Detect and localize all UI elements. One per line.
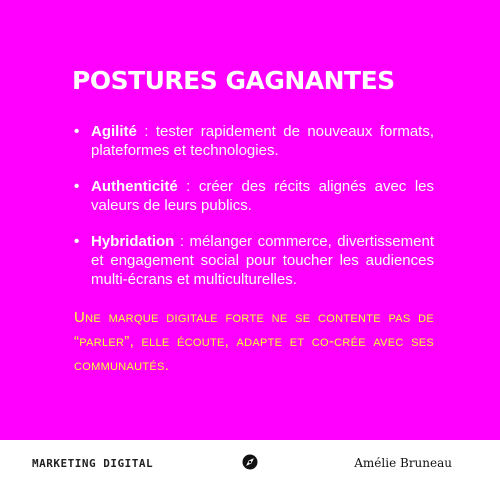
item-term: Agilité: [91, 123, 137, 140]
page-title: POSTURES GAGNANTES: [72, 66, 395, 95]
footer: [0, 440, 500, 500]
compass-icon: [242, 454, 258, 470]
item-text: : tester rapidement de nouveaux formats, plateformes et technologies.: [91, 123, 434, 159]
item-text: : créer des récits alignés avec les valeurs de leurs publics.: [91, 178, 434, 214]
bullet-icon: •: [74, 123, 80, 140]
list-item-hybridation: [74, 232, 434, 289]
postures-list: [74, 122, 434, 289]
author-name: Amélie Bruneau: [354, 456, 452, 470]
item-term: Authenticité: [91, 178, 178, 195]
list-item-authenticite: [74, 177, 434, 215]
item-text: : mélanger commerce, divertissement et engagement social pour toucher les audiences multi-écrans et multiculturelles.: [91, 233, 434, 288]
brand-label: MARKETING DIGITAL: [32, 457, 154, 470]
bullet-icon: •: [74, 233, 80, 250]
bullet-icon: •: [74, 178, 80, 195]
tagline: Une marque digitale forte ne se contente pas de “parler”, elle écoute, adapte et co-crée avec ses communautés.: [74, 309, 434, 374]
list-item-agilite: [74, 122, 434, 160]
item-term: Hybridation: [91, 233, 175, 250]
